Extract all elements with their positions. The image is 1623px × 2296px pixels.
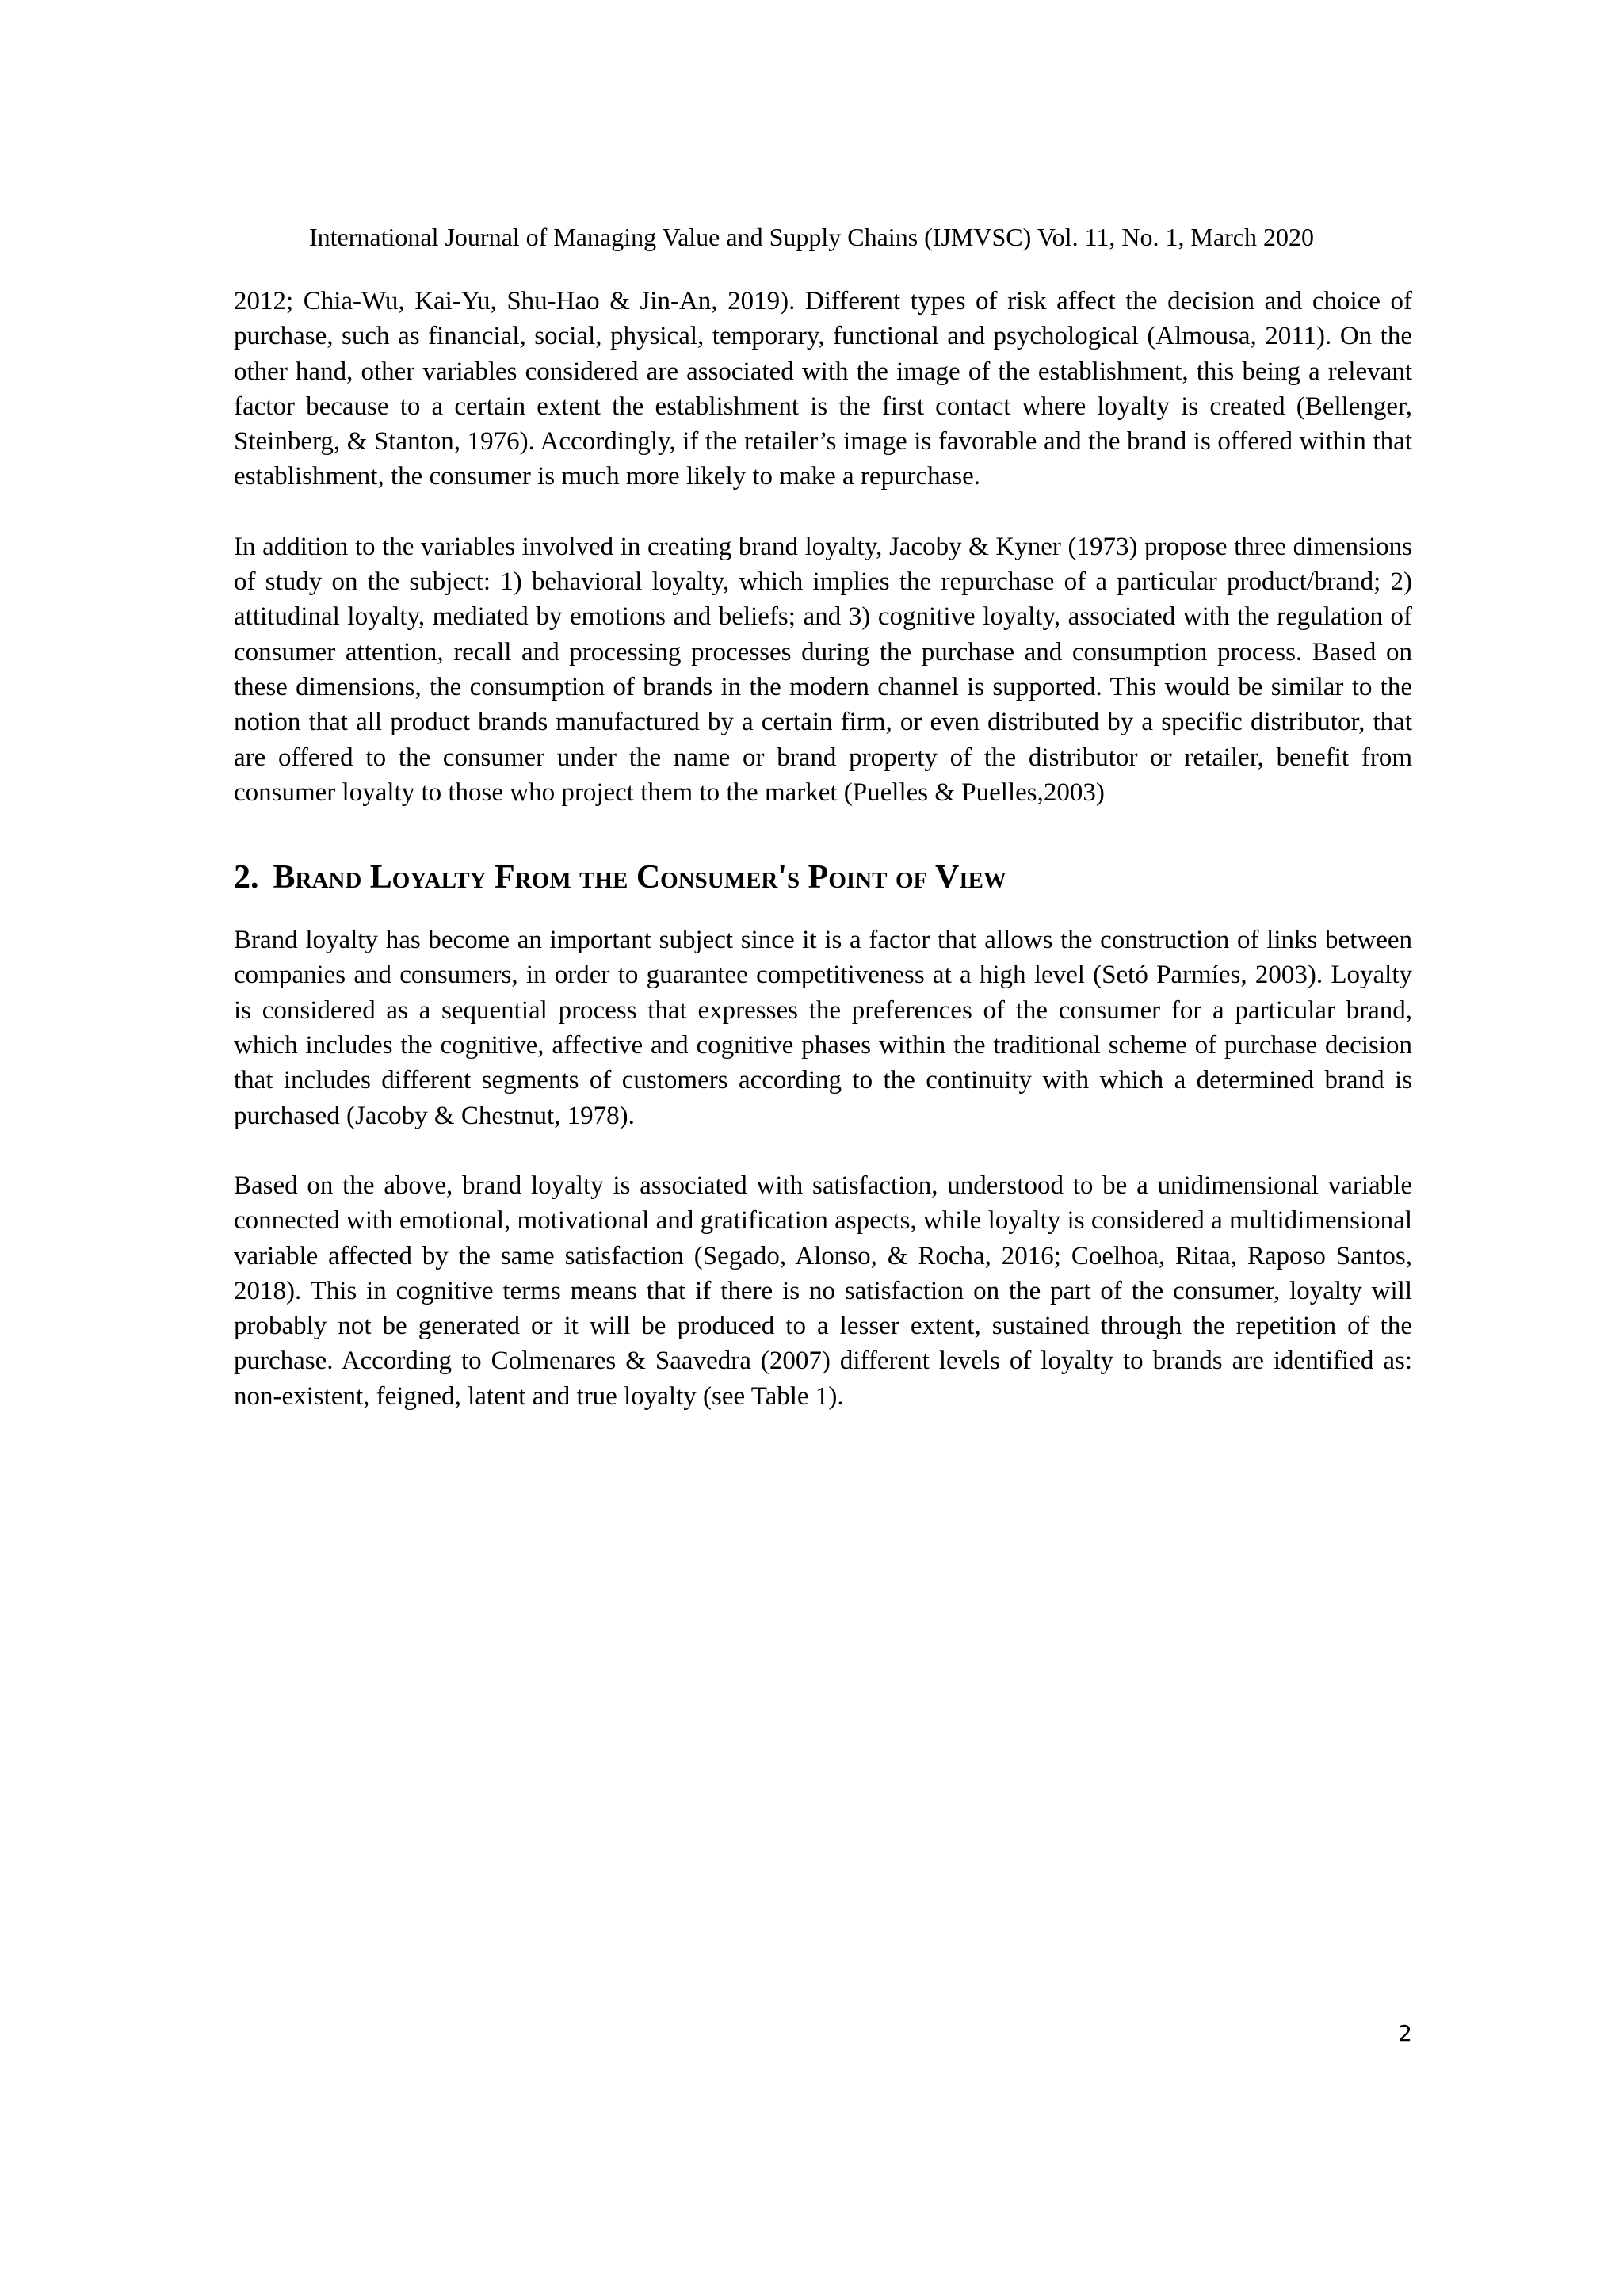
paragraph-spacer: [234, 810, 1412, 845]
body-paragraph-satisfaction: Based on the above, brand loyalty is associated with satisfaction, understood to be a unidimensional variable connected with emotional, motivational and gratification aspects, while loyalty is considered a multidimensional variable affected by the same satisfaction (Segado, Alonso, & Rocha, 2016; Coelhoa, Ritaa, Raposo Santos, 2018). This in cognitive terms means that if there is no satisfaction on the part of the consumer, loyalty will probably not be generated or it will be produced to a lesser extent, sustained through the repetition of the purchase. According to Colmenares & Saavedra (2007) different levels of loyalty to brands are identified as: non-existent, feigned, latent and true loyalty (see Table 1).: [234, 1171, 1412, 1411]
paragraph-spacer: [234, 1133, 1412, 1168]
page-number: 2: [1398, 2020, 1412, 2046]
body-paragraph-loyalty-dimensions: In addition to the variables involved in creating brand loyalty, Jacoby & Kyner (1973) propose three dimensions of study on the subject: 1) behavioral loyalty, which implies the repurchase of a particular product/brand; 2) attitudinal loyalty, mediated by emotions and beliefs; and 3) cognitive loyalty, associated with the regulation of consumer attention, recall and processing processes during the purchase and consumption process. Based on these dimensions, the consumption of brands in the modern channel is supported. This would be similar to the notion that all product brands manufactured by a certain firm, or even distributed by a specific distributor, that are offered to the consumer under the name or brand property of the distributor or retailer, benefit from consumer loyalty to those who project them to the market (Puelles & Puelles,2003): [234, 532, 1412, 807]
body-paragraph-brand-loyalty-definition: Brand loyalty has become an important subject since it is a factor that allows the construction of links between companies and consumers, in order to guarantee competitiveness at a high level (Setó Parmíes, 2003). Loyalty is considered as a sequential process that expresses the preferences of the consumer for a particular brand, which includes the cognitive, affective and cognitive phases within the traditional scheme of purchase decision that includes different segments of customers according to the continuity with which a determined brand is purchased (Jacoby & Chestnut, 1978).: [234, 926, 1412, 1130]
section-number: 2.: [234, 859, 259, 896]
section-title: Brand Loyalty From the Consumer's Point of View: [273, 859, 1006, 896]
paragraph-spacer: [234, 495, 1412, 529]
body-paragraph-risk-types: 2012; Chia-Wu, Kai-Yu, Shu-Hao & Jin-An, 2019). Different types of risk affect the decision and choice of purchase, such as financial, social, physical, temporary, functional and psychological (Almousa, 2011). On the other hand, other variables considered are associated with the image of the establishment, this being a relevant factor because to a certain extent the establishment is the first contact where loyalty is created (Bellenger, Steinberg, & Stanton, 1976). Accordingly, if the retailer’s image is favorable and the brand is offered within that establishment, the consumer is much more likely to make a repurchase.: [234, 287, 1412, 491]
running-header: International Journal of Managing Value and Supply Chains (IJMVSC) Vol. 11, No. 1, March 2020: [308, 223, 1314, 251]
section-heading: [234, 856, 1412, 899]
page-body: [234, 284, 1412, 1414]
